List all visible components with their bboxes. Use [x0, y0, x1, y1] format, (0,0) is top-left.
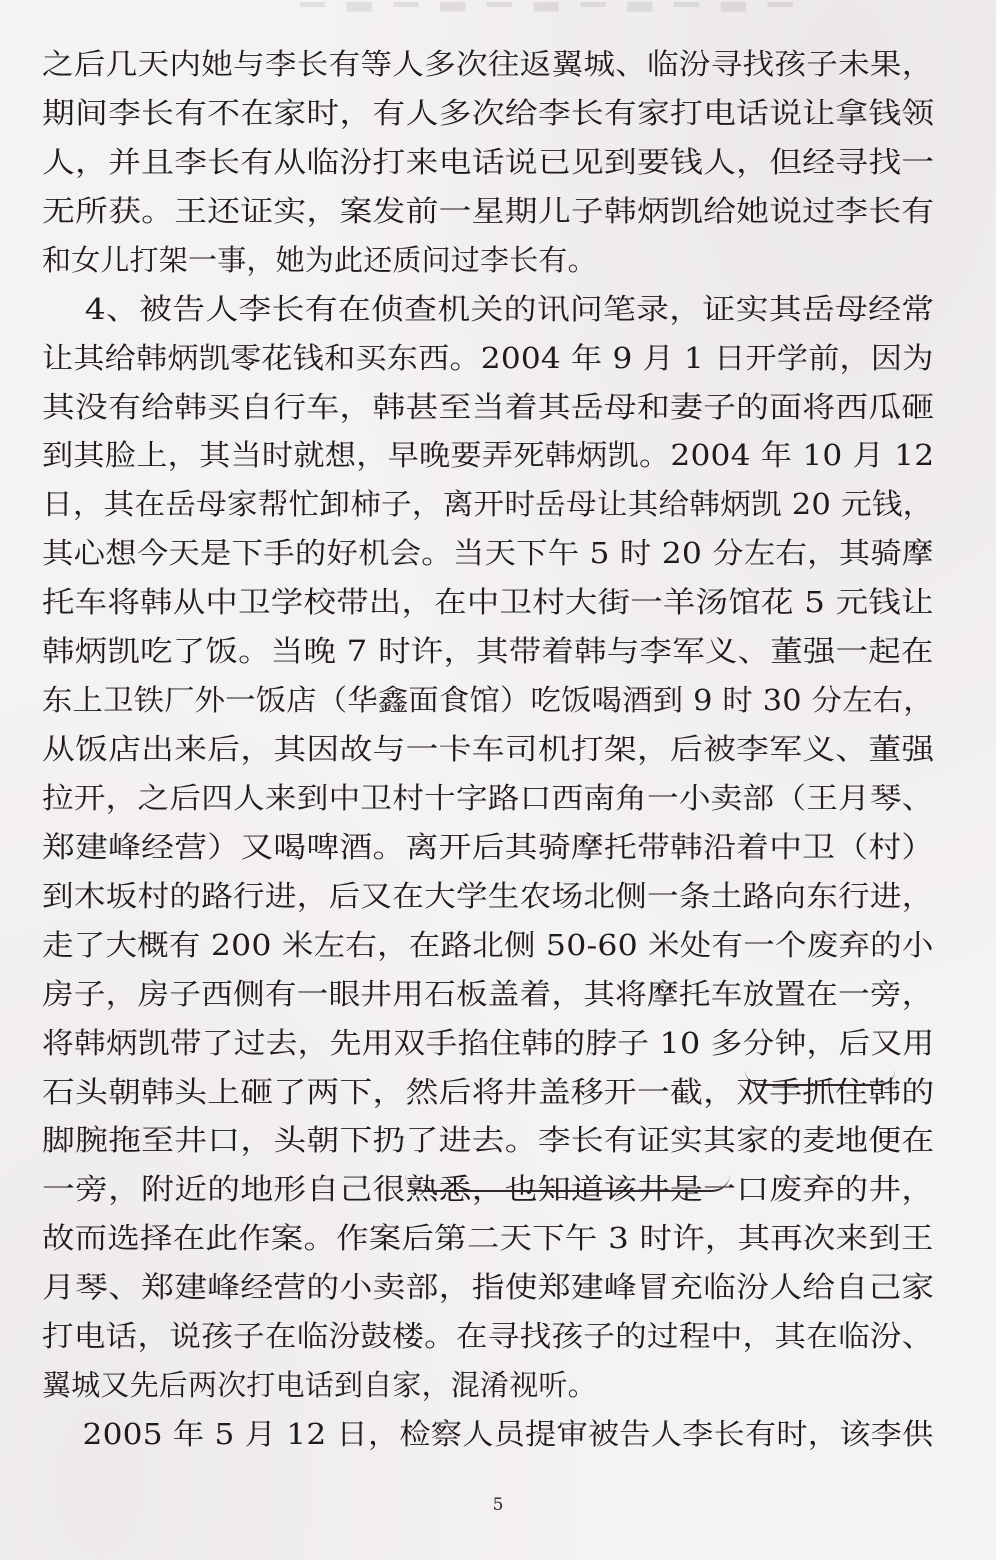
text-line-26: 月琴、郑建峰经营的小卖部，指使郑建峰冒充临汾人给自己家 — [42, 1270, 935, 1304]
text-line-5: 和女儿打架一事，她为此还质问过李长有。 — [42, 243, 597, 277]
text-line-21: 将韩炳凯带了过去，先用双手掐住韩的脖子 10 多分钟，后又用 — [42, 1026, 935, 1060]
handwritten-underline-mark — [405, 1174, 730, 1192]
text-line-4: 无所获。王还证实，案发前一星期儿子韩炳凯给她说过李长有 — [42, 194, 935, 228]
text-line-14: 东上卫铁厂外一饭店（华鑫面食馆）吃饭喝酒到 9 时 30 分左右， — [42, 683, 934, 717]
text-line-8: 其没有给韩买自行车，韩甚至当着其岳母和妻子的面将西瓜砸 — [42, 390, 935, 424]
text-line-20: 房子，房子西侧有一眼井用石板盖着，其将摩托车放置在一旁， — [42, 977, 934, 1011]
text-line-28: 翼城又先后两次打电话到自家，混淆视听。 — [42, 1368, 597, 1402]
text-line-15: 从饭店出来后，其因故与一卡车司机打架，后被李军义、董强 — [42, 732, 935, 766]
handwritten-underline-mark — [745, 1070, 895, 1086]
text-line-22: 石头朝韩头上砸了两下，然后将井盖移开一截，双手抓住韩的 — [42, 1075, 935, 1109]
text-line-18: 到木坂村的路行进，后又在大学生农场北侧一条土路向东行进， — [42, 879, 934, 913]
show-through-text: ▁ ▂ ▁ ▂ ▁ ▂ ▁ ▂ ▁ ▂ ▁ — [300, 2, 799, 40]
text-line-19: 走了大概有 200 米左右，在路北侧 50-60 米处有一个废弃的小 — [42, 928, 934, 962]
text-line-1: 之后几天内她与李长有等人多次往返翼城、临汾寻找孩子未果， — [42, 47, 934, 81]
text-line-29: 2005 年 5 月 12 日，检察人员提审被告人李长有时，该李供 — [42, 1417, 934, 1451]
page-number: 5 — [492, 1495, 504, 1515]
text-line-16: 拉开，之后四人来到中卫村十字路口西南角一小卖部（王月琴、 — [42, 781, 934, 815]
text-line-7: 让其给韩炳凯零花钱和买东西。2004 年 9 月 1 日开学前，因为 — [42, 341, 934, 375]
text-line-10: 日，其在岳母家帮忙卸柿子，离开时岳母让其给韩炳凯 20 元钱， — [42, 487, 934, 521]
text-line-23: 脚腕拖至井口，头朝下扔了进去。李长有证实其家的麦地便在 — [42, 1123, 935, 1157]
text-line-11: 其心想今天是下手的好机会。当天下午 5 时 20 分左右，其骑摩 — [42, 536, 934, 570]
text-line-9: 到其脸上，其当时就想，早晚要弄死韩炳凯。2004 年 10 月 12 — [42, 438, 935, 472]
text-line-6: 4、被告人李长有在侦查机关的讯问笔录，证实其岳母经常 — [42, 292, 935, 326]
text-line-17: 郑建峰经营）又喝啤酒。离开后其骑摩托带韩沿着中卫（村） — [42, 830, 935, 864]
text-line-12: 托车将韩从中卫学校带出，在中卫村大街一羊汤馆花 5 元钱让 — [42, 585, 934, 619]
text-line-3: 人，并且李长有从临汾打来电话说已见到要钱人，但经寻找一 — [42, 145, 935, 179]
text-line-2: 期间李长有不在家时，有人多次给李长有家打电话说让拿钱领 — [42, 96, 935, 130]
text-line-24: 一旁，附近的地形自己很熟悉，也知道该井是一口废弃的井， — [42, 1172, 935, 1206]
text-line-27: 打电话，说孩子在临汾鼓楼。在寻找孩子的过程中，其在临汾、 — [42, 1319, 934, 1353]
text-line-25: 故而选择在此作案。作案后第二天下午 3 时许，其再次来到王 — [42, 1221, 934, 1255]
text-line-13: 韩炳凯吃了饭。当晚 7 时许，其带着韩与李军义、董强一起在 — [42, 634, 934, 668]
